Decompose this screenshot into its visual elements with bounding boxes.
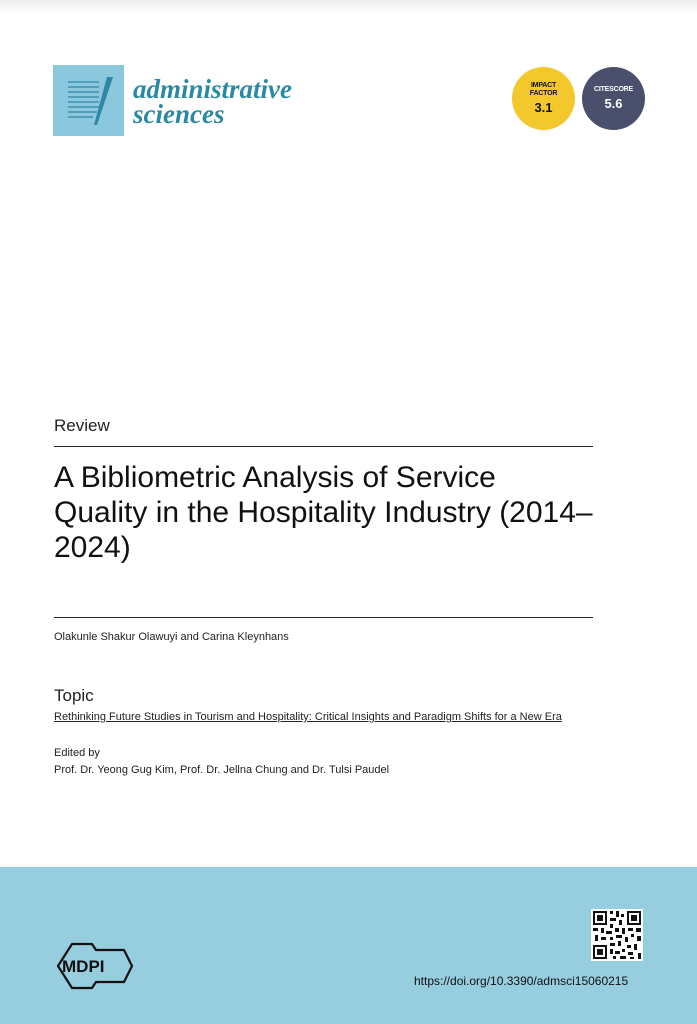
citescore-badge[interactable] [582, 67, 645, 130]
editors-list: Prof. Dr. Yeong Gug Kim, Prof. Dr. Jellna Chung and Dr. Tulsi Paudel [54, 764, 390, 776]
article-authors: Olakunle Shakur Olawuyi and Carina Kleynhans [54, 631, 289, 643]
impact-factor-value: 3.1 [534, 100, 553, 115]
journal-name-line1: administrative [133, 74, 293, 104]
impact-factor-label: IMPACT FACTOR [529, 82, 558, 97]
topic-link[interactable]: Rethinking Future Studies in Tourism and Hospitality: Critical Insights and Paradigm Shifts for a New Era [54, 711, 562, 723]
qr-code-icon[interactable] [591, 909, 643, 966]
journal-logo-icon [53, 65, 124, 136]
impact-factor-badge[interactable] [512, 67, 575, 130]
doi-link[interactable]: https://doi.org/10.3390/admsci15060215 [414, 974, 629, 988]
citescore-label: CITESCORE [593, 86, 634, 93]
title-bottom-divider [54, 617, 593, 618]
mdpi-logo-text: MDPI [62, 957, 105, 976]
article-title: A Bibliometric Analysis of Service Quality in the Hospitality Industry (2014–2024) [54, 461, 593, 564]
journal-name-line2: sciences [133, 99, 225, 129]
citescore-value: 5.6 [604, 96, 623, 111]
article-type: Review [54, 416, 110, 435]
mdpi-logo[interactable] [52, 940, 134, 997]
mdpi-hexagon-icon [52, 940, 134, 992]
viewer-top-shadow [0, 0, 697, 14]
topic-heading: Topic [54, 686, 94, 705]
edited-by-label: Edited by [54, 747, 100, 759]
journal-name[interactable] [133, 74, 293, 129]
title-top-divider [54, 446, 593, 447]
